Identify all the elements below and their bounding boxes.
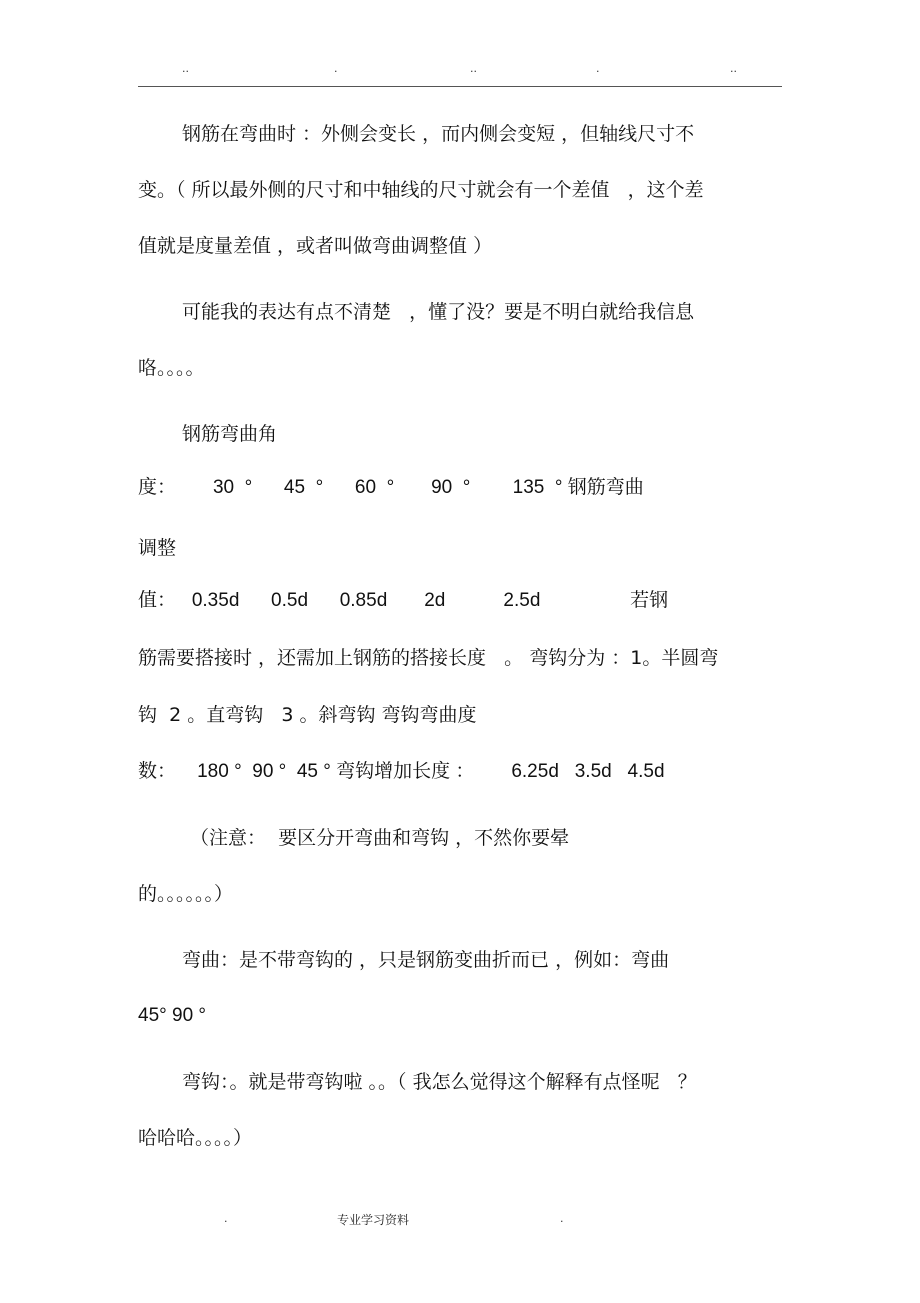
paragraph-line: 可能我的表达有点不清楚 ，懂了没？要是不明白就给我信息 (182, 301, 695, 323)
header-dot: . (596, 62, 600, 75)
paragraph-line: 哈哈哈。。。。） (138, 1127, 253, 1149)
header-rule (138, 86, 782, 87)
footer-caption: 专业学习资料 (337, 1213, 410, 1227)
header-dot: .. (182, 62, 189, 75)
paragraph-line: 值就是度量差值 ，或者叫做弯曲调整值 ） (138, 235, 493, 257)
paragraph-line: 弯曲：是不带弯钩的 ，只是钢筋变曲折而已 ，例如：弯曲 (182, 949, 670, 971)
hook-length-row: 数： 180 ° 90 ° 45 ° 弯钩增加长度 ： 6.25d 3.5d 4.5d (138, 761, 665, 782)
paragraph-line: （注意： 要区分开弯曲和弯钩 ，不然你要晕 (190, 827, 570, 849)
header-dot: . (334, 62, 338, 75)
footer-dot: . (560, 1212, 564, 1225)
paragraph-line: 弯钩：。就是带弯钩啦 。。（ 我怎么觉得这个解释有点怪呢 ？ (182, 1071, 697, 1093)
paragraph-line: 钢筋在弯曲时 ：外侧会变长 ，而内侧会变短 ，但轴线尺寸不 (182, 123, 695, 145)
paragraph-line: 的。。。。。。） (138, 883, 234, 905)
paragraph-line: 钩 2 。直弯钩 3 。斜弯钩 弯钩弯曲度 (138, 704, 477, 726)
paragraph-line: 钢筋弯曲角 (182, 423, 278, 445)
paragraph-line: 45° 90 ° (138, 1005, 207, 1026)
bend-adjustment-row: 值： 0.35d 0.5d 0.85d 2d 2.5d 若钢 (138, 590, 669, 611)
paragraph-line: 咯。。。。 (138, 357, 205, 379)
header-dot: .. (470, 62, 477, 75)
bend-angle-row: 度： 30 ° 45 ° 60 ° 90 ° 135 ° 钢筋弯曲 (138, 477, 644, 498)
header-dot: .. (730, 62, 737, 75)
paragraph-line: 变。（ 所以最外侧的尺寸和中轴线的尺寸就会有一个差值 ，这个差 (138, 179, 704, 201)
footer-dot: . (224, 1212, 228, 1225)
paragraph-line: 筋需要搭接时 ，还需加上钢筋的搭接长度 。 弯钩分为 ：1。半圆弯 (138, 647, 719, 669)
header-dot-leaders (138, 62, 782, 76)
paragraph-line: 调整 (138, 537, 177, 559)
